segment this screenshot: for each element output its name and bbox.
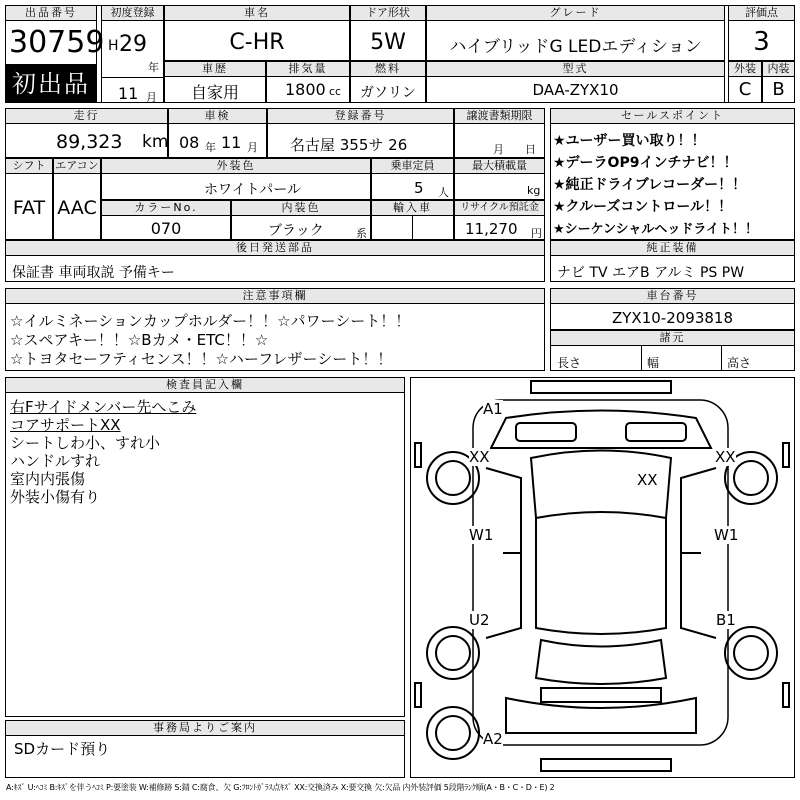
mark-w1-right: W1 (714, 526, 739, 544)
grade-header: グレード (427, 6, 724, 21)
inspection-month: 11 (221, 133, 242, 152)
interior-color: ブラック (268, 223, 324, 239)
interior-grade-cell (762, 61, 795, 103)
mark-xx-left: XX (469, 448, 490, 466)
office-notice: SDカード預り (14, 740, 111, 758)
office-notice-cell (5, 720, 405, 778)
car-name-header: 車名 (165, 6, 349, 21)
shift-cell (5, 158, 53, 240)
max-load-cell (454, 158, 545, 200)
displacement-cell (266, 61, 350, 103)
sales-points-cell (550, 108, 795, 240)
fuel-cell (350, 61, 426, 103)
capacity-header: 乗車定員 (372, 159, 453, 174)
shift-header: シフト (6, 159, 52, 174)
aircon-header: エアコン (55, 159, 99, 172)
score-header: 評価点 (729, 6, 794, 21)
exterior-grade-cell (728, 61, 762, 103)
inspector-note-line: 外装小傷有り (10, 488, 101, 506)
car-name-cell (164, 5, 350, 61)
displacement-unit: cc (329, 85, 342, 98)
genuine-equipment: ナビ TV エアB アルミ PS PW (557, 265, 745, 281)
interior-grade: B (772, 79, 785, 100)
displacement-header: 排気量 (267, 62, 349, 77)
mark-a2: A2 (483, 730, 503, 748)
sales-point-item: ★ユーザー買い取り！！ (553, 133, 706, 149)
sales-point-item: ★デーラOP9インチナビ！！ (553, 155, 738, 171)
first-registration-cell (101, 5, 164, 103)
genuine-equipment-header: 純正装備 (551, 241, 794, 256)
interior-color-suffix: 系 (356, 227, 367, 240)
deadline-month-unit: 月 (493, 143, 504, 156)
capacity-cell (371, 158, 454, 200)
lot-number-header: 出品番号 (6, 6, 96, 21)
mileage: 89,323 (56, 131, 123, 153)
door-type-cell (350, 5, 426, 61)
history-cell (164, 61, 266, 103)
inspection-cell (168, 108, 267, 158)
color-no-header: カラーNo. (102, 201, 230, 216)
fuel: ガソリン (360, 85, 416, 101)
car-outline-drawing (411, 378, 794, 777)
inspection-year: 08 (179, 133, 200, 152)
exterior-color-cell (101, 158, 371, 200)
mileage-header: 走行 (6, 109, 167, 124)
inspection-month-unit: 月 (247, 141, 258, 154)
car-name: C-HR (229, 30, 285, 55)
interior-grade-header: 内装 (763, 62, 794, 77)
mark-b1: B1 (716, 611, 736, 629)
chassis-number-cell (550, 288, 795, 330)
color-no: 070 (150, 219, 182, 238)
model-code: DAA-ZYX10 (532, 81, 619, 99)
transfer-deadline-cell (454, 108, 545, 158)
inspector-note-line: 右Fサイドメンバー先へこみ (10, 398, 197, 416)
notes-cell (5, 288, 545, 371)
dimension-width-label: 幅 (647, 356, 660, 370)
chassis-number: ZYX10-2093818 (611, 309, 734, 327)
shift: FAT (12, 197, 46, 219)
recycle-unit: 円 (531, 227, 542, 240)
door-type-header: ドア形状 (351, 6, 425, 21)
lot-number: 30759 (9, 25, 105, 60)
interior-color-header: 内装色 (232, 201, 370, 216)
notes-line: ☆イルミネーションカップホルダー！！☆パワーシート！！ (10, 312, 411, 330)
aircon: AAC (57, 197, 97, 219)
model-code-header: 型式 (427, 62, 724, 77)
registration-number-cell (267, 108, 454, 158)
notes-line: ☆スペアキー！！☆Bカメ・ETC！！☆ (10, 331, 269, 349)
mark-u2: U2 (469, 611, 490, 629)
registration-number-header: 登録番号 (268, 109, 453, 124)
notes-header: 注意事項欄 (6, 289, 544, 304)
exterior-color-header: 外装色 (102, 159, 370, 174)
interior-color-cell (231, 200, 371, 240)
sales-point-item: ★純正ドライブレコーダー！！ (553, 177, 747, 193)
first-listing-badge: 初出品 (5, 65, 97, 103)
color-no-cell (101, 200, 231, 240)
first-registration-header: 初度登録 (102, 6, 163, 21)
grade: ハイブリッドG LEDエディション (449, 37, 702, 57)
sales-point-item: ★クルーズコントロール！！ (553, 199, 733, 215)
dimension-height-label: 高さ (727, 356, 752, 370)
transfer-deadline-header: 譲渡書類期限 (455, 109, 544, 124)
import-header: 輸入車 (372, 201, 453, 216)
delivery-parts-header: 後日発送部品 (6, 241, 544, 256)
registration-era: H (108, 38, 119, 54)
inspector-notes-header: 検査員記入欄 (6, 378, 404, 393)
inspection-year-unit: 年 (205, 141, 216, 154)
history: 自家用 (190, 83, 239, 102)
mark-a1: A1 (483, 400, 503, 418)
deadline-day-unit: 日 (525, 143, 536, 156)
registration-year-unit: 年 (148, 61, 159, 74)
mark-xx-roof: XX (637, 471, 658, 489)
registration-plate: 名古屋 355サ 26 (290, 136, 408, 154)
dimension-length-label: 長さ (557, 356, 582, 370)
capacity: 5 (414, 179, 424, 197)
history-header: 車歴 (165, 62, 265, 77)
registration-month-unit: 月 (146, 91, 157, 104)
damage-diagram (410, 377, 795, 778)
mileage-cell (5, 108, 168, 158)
aircon-cell (53, 158, 101, 240)
inspector-notes-cell (5, 377, 405, 717)
notes-line: ☆トヨタセーフティセンス！！☆ハーフレザーシート！！ (10, 350, 393, 368)
inspector-note-line: シートしわ小、すれ小 (10, 434, 161, 452)
mark-w1-left: W1 (469, 526, 494, 544)
max-load-unit: kg (527, 184, 541, 197)
inspector-note-line: コアサポートXX (10, 416, 121, 434)
inspector-note-line: 室内内張傷 (10, 470, 86, 488)
exterior-grade: C (738, 79, 752, 100)
sales-point-item: ★シーケンシャルヘッドライト！！ (553, 222, 759, 237)
capacity-unit: 人 (438, 186, 449, 199)
registration-year: 29 (119, 32, 147, 57)
sales-points-header: セールスポイント (551, 109, 794, 124)
mileage-unit: km (142, 132, 169, 152)
inspector-note-line: ハンドルすれ (10, 452, 101, 470)
delivery-parts: 保証書 車両取説 予備キー (12, 265, 175, 281)
inspection-header: 車検 (169, 109, 266, 124)
registration-month: 11 (118, 84, 139, 103)
model-code-cell (426, 61, 725, 103)
lot-number-cell (5, 5, 105, 65)
recycle-cell (454, 200, 545, 240)
max-load-header: 最大積載量 (455, 159, 544, 174)
exterior-grade-header: 外装 (729, 62, 761, 77)
exterior-color: ホワイトパール (204, 182, 302, 198)
grade-cell (426, 5, 725, 61)
fuel-header: 燃料 (351, 62, 425, 77)
score-cell (728, 5, 795, 61)
import-cell (371, 200, 454, 240)
mark-xx-right: XX (715, 448, 736, 466)
recycle-fee: 11,270 (465, 220, 518, 238)
dimensions-cell (550, 330, 795, 371)
recycle-header: リサイクル預託金 (455, 201, 544, 216)
door-type: 5W (370, 30, 406, 55)
delivery-parts-cell (5, 240, 545, 282)
legend: A:ｷｽﾞ U:ﾍｺﾐ B:ｷｽﾞを伴うﾍｺﾐ P:要塗装 W:補修跡 S:錆 C:腐食、欠 G:ﾌﾛﾝﾄｶﾞﾗｽ点ｷｽﾞ XX:交換済み X:要交換 欠:欠品 内外装評価 5段階ﾗﾝｸ順(A・B・C・D・E) 2 (6, 783, 555, 792)
office-notice-header: 事務局よりご案内 (6, 721, 404, 736)
score: 3 (753, 27, 770, 57)
displacement: 1800 (285, 80, 326, 99)
chassis-number-header: 車台番号 (551, 289, 794, 304)
dimensions-header: 諸元 (551, 331, 794, 346)
genuine-equipment-cell (550, 240, 795, 282)
